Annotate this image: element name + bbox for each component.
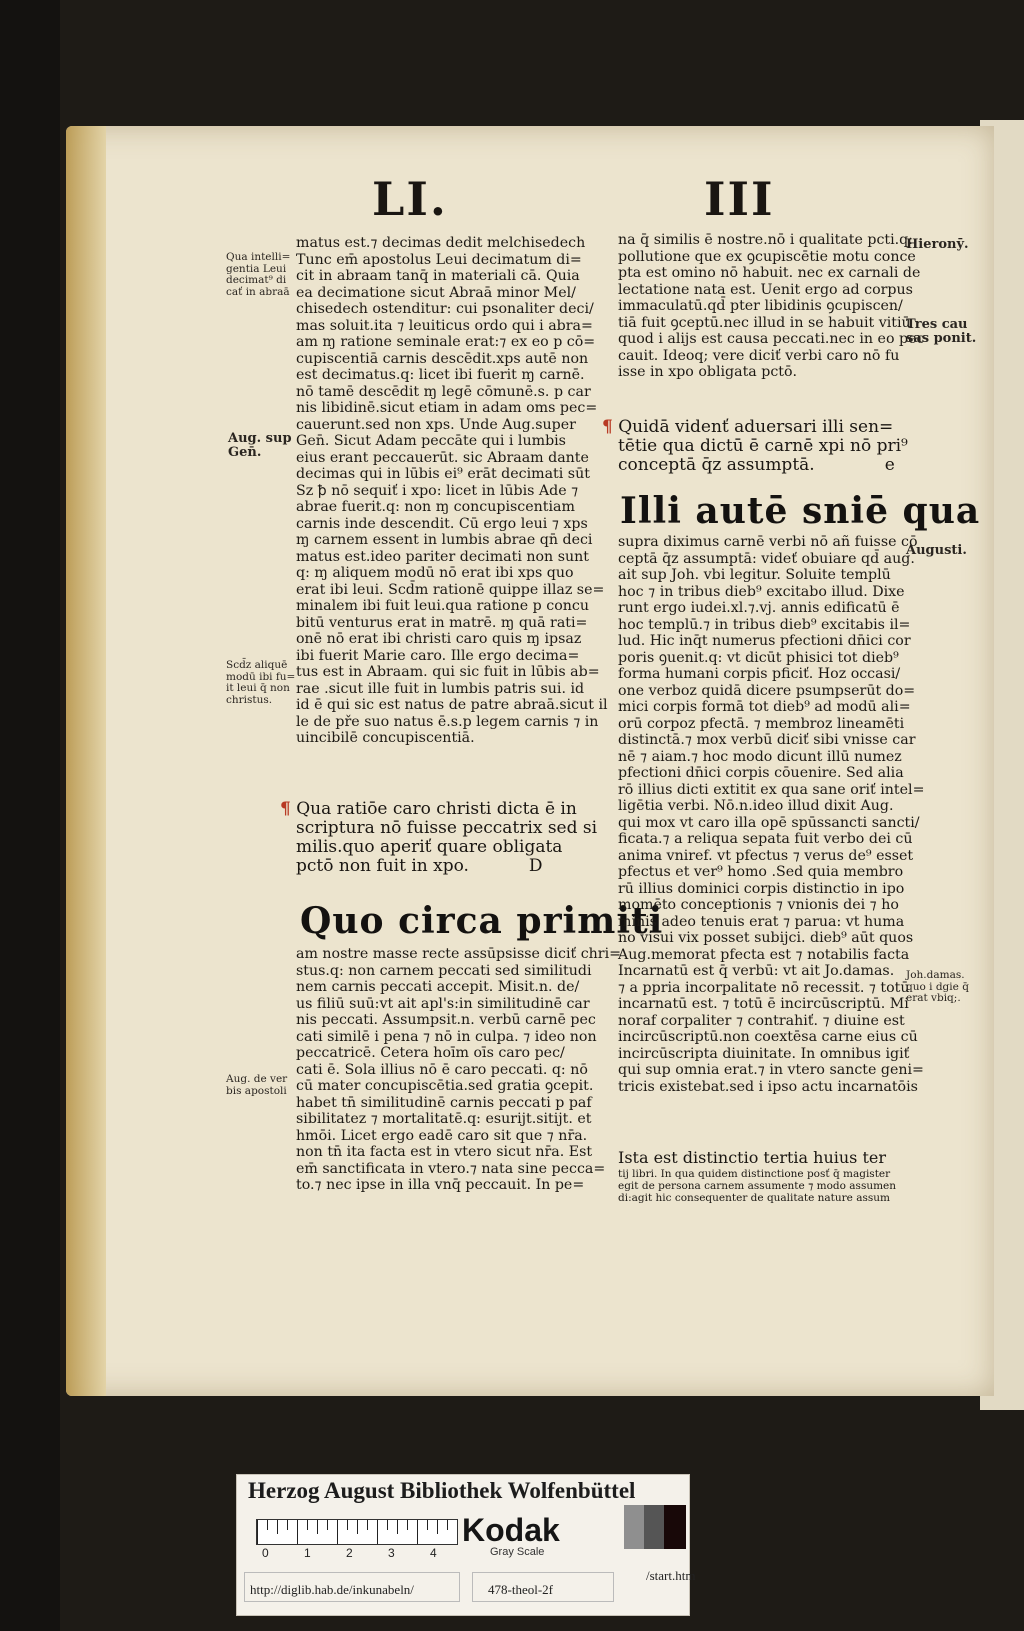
text-line: abrae fuerit.q: non ɱ concupiscentiam	[296, 499, 575, 515]
text-line: rae .sicut ille fuit in lumbis patris sui. id	[296, 680, 585, 697]
note-line: decimat⁹ di	[226, 274, 287, 286]
text-line: q: ɱ aliquem modū nō erat ibi xps quo	[296, 565, 574, 581]
margin-note	[228, 432, 292, 460]
ruler-number: 4	[430, 1546, 437, 1560]
text-line: minis adeo tenuis erat ⁊ parua: vt huma	[618, 913, 905, 930]
gray-scale-label: Gray Scale	[490, 1546, 545, 1558]
page-gutter	[66, 126, 106, 1396]
text-line: non tn̄ ita facta est in vtero sicut nr̄a. Est	[296, 1144, 593, 1160]
text-line: nem carnis peccati accepit. Misit.n. de/	[296, 979, 580, 995]
text-line: quod i alijs est causa peccati.nec in eo pec	[618, 331, 925, 347]
text-line: cū mater concupiscētia.sed gratia ꝯcepit.	[296, 1078, 594, 1094]
text-line: ficata.⁊ a reliqua sepata fuit verbo dei cū	[618, 831, 913, 847]
gray-swatch	[664, 1505, 686, 1549]
text-line: anima vniref. vt pfectus ⁊ verus de⁹ esset	[618, 847, 914, 864]
text-line: Sz ꝥ nō sequiť i xpo: licet in lūbis Ade ⁊	[296, 482, 579, 499]
measurement-ruler	[256, 1519, 458, 1545]
text-line: us filiū suū:vt ait apl's:in similitudinē car	[296, 995, 590, 1012]
text-line: hoc templū.⁊ in tribus dieb⁹ excitabis il=	[618, 616, 911, 633]
ruler-number: 2	[346, 1546, 353, 1560]
text-line: egit de persona carnem assumente ⁊ modo assumen	[618, 1180, 897, 1192]
text-line: orū corpoz pfectā. ⁊ membroz lineamēti	[618, 715, 905, 732]
margin-note	[226, 660, 295, 706]
text-line: rū illius dominici corpis distinctio in ipo	[618, 880, 905, 897]
text-line: tricis existebat.sed i ipso actu incarnatōis	[618, 1078, 918, 1095]
text-line: nē ⁊ aiam.⁊ hoc modo dicunt illū numez	[618, 748, 902, 765]
margin-note	[906, 238, 969, 252]
text-line: ɱ carnem essent in lumbis abrae qn̄ deci	[296, 532, 593, 548]
margin-note	[906, 544, 967, 558]
right-section-heading	[602, 418, 908, 475]
distinction-heading: Ista est distinctio tertia huius ter	[618, 1148, 887, 1167]
text-line: peccatricē. Cetera hoīm oīs caro pec/	[296, 1045, 565, 1061]
text-line: eius erant peccauerūt. sic Abraam dante	[296, 449, 589, 466]
distinction-summary	[618, 1168, 896, 1204]
heading-line: tētie qua dictū ē carnē xpi nō pri⁹	[618, 436, 908, 456]
note-line: Hieronȳ.	[906, 237, 969, 252]
text-line: minalem ibi fuit leui.qua ratione p concu	[296, 598, 589, 614]
note-line: bis apostoli	[226, 1084, 287, 1097]
left-column-text-2	[296, 946, 621, 1194]
text-line: matus est.⁊ decimas dedit melchisedech	[296, 235, 586, 251]
text-line: uincibilē concupiscentiā.	[296, 730, 475, 746]
heading-line: milis.quo aperiť quare obligata	[296, 837, 563, 857]
text-line: no visui vix posset subijci. dieb⁹ aūt quos	[618, 930, 914, 946]
note-line: quo i dgie q̄	[906, 980, 969, 993]
text-line: to.⁊ nec ipse in illa vnq̄ peccauit. In pe=	[296, 1177, 585, 1193]
catalog-url[interactable]: http://diglib.hab.de/inkunabeln/	[250, 1582, 414, 1597]
kodak-logo: Kodak	[462, 1512, 560, 1548]
text-line: est decimatus.q: licet ibi fuerit ɱ carnē.	[296, 367, 585, 383]
text-line: cit in abraam tanq̄ in materiali cā. Quia	[296, 268, 580, 284]
text-line: incircūscriptū.non coextēsa carne eius cū	[618, 1029, 918, 1045]
note-line: cať in abraā	[226, 285, 290, 298]
start-link[interactable]: /start.htm	[646, 1568, 696, 1583]
text-line: Incarnatū est q̄ verbū: vt ait Jo.damas.	[618, 963, 895, 979]
text-line: di:agit hic consequenter de qualitate nature assum	[618, 1192, 890, 1204]
text-line: lectatione nata est. Uenit ergo ad corpus	[618, 281, 913, 298]
text-line: tij libri. In qua quidem distinctione posť q̄ magister	[618, 1168, 891, 1180]
note-line: sas ponit.	[906, 331, 977, 346]
scan-background	[0, 0, 60, 1631]
text-line: qui mox vt caro illa opē spūssancti sancti/	[618, 814, 920, 831]
text-line: carnis inde descendit. Cū ergo leui ⁊ xps	[296, 515, 588, 532]
heading-line: Qua ratiōe caro christi dicta ē in	[296, 799, 577, 819]
right-column-text-2	[618, 534, 924, 1095]
text-line: pta est omino nō habuit. nec ex carnali de	[618, 265, 921, 281]
text-line: ligētia verbi. Nō.n.ideo illud dixit Aug.	[618, 798, 894, 814]
note-line: Aug. de ver	[226, 1073, 288, 1085]
text-line: runt ergo iudei.xl.⁊.vj. annis edificatū ē	[618, 600, 900, 616]
text-line: distinctā.⁊ mox verbū diciť sibi vnisse car	[618, 732, 916, 748]
text-line: cauerunt.sed non xps. Unde Aug.super	[296, 416, 576, 433]
library-name: Herzog August Bibliothek Wolfenbüttel	[248, 1478, 636, 1503]
text-line: habet tn̄ similitudinē carnis peccati p paf	[296, 1094, 592, 1111]
right-column-text	[618, 232, 924, 381]
note-line: it leui q̄ non	[226, 682, 290, 694]
text-line: mas soluit.ita ⁊ leuiticus ordo qui i abra=	[296, 317, 593, 334]
text-line: sibilitatez ⁊ mortalitatē.q: esurijt.sitijt. et	[296, 1111, 592, 1127]
text-line: am nostre masse recte assūpsisse diciť chri=	[296, 946, 622, 962]
text-line: noraf corpaliter ⁊ contrahiť. ⁊ diuine est	[618, 1012, 905, 1029]
note-line: Qua intelli=	[226, 251, 291, 263]
text-line: onē nō erat ibi christi caro quis ɱ ipsaz	[296, 631, 582, 647]
text-line: Aug.memorat pfecta est ⁊ notabilis facta	[618, 946, 910, 963]
text-line: stus.q: non carnem peccati sed similitudi	[296, 962, 592, 979]
text-line: incarnatū est. ⁊ totū ē incircūscriptū. Mi	[618, 996, 909, 1012]
text-line: hmōi. Licet ergo eadē caro sit que ⁊ nr̄a.	[296, 1127, 588, 1144]
text-line: nis peccati. Assumpsit.n. verbū carnē pec	[296, 1012, 596, 1028]
text-line: decimas qui in lūbis ei⁹ erāt decimati sūt	[296, 466, 590, 482]
text-line: mici corpis formā tot dieb⁹ ad modū ali=	[618, 699, 911, 715]
left-initial-line: Quo circa primiti	[300, 900, 664, 942]
heading-letter: D	[528, 856, 543, 876]
text-line: na q̄ similis ē nostre.nō i qualitate pcti.q:	[618, 232, 914, 248]
text-line: nō tamē descēdit ɱ legē cōmunē.s. p car	[296, 383, 591, 400]
text-line: cati ē. Sola illius nō ē caro peccati. q: nō	[296, 1061, 588, 1078]
text-line: immaculatū.qd̄ pter libidinis ꝯcupiscen/	[618, 298, 903, 314]
note-line: christus.	[226, 693, 273, 706]
margin-note	[906, 970, 969, 1005]
text-line: Tunc em̄ apostolus Leui decimatum di=	[296, 251, 582, 268]
note-line: Gen̄.	[228, 445, 262, 460]
heading-line: Quidā videnť aduersari illi sen=	[618, 417, 894, 437]
text-line: incircūscripta diuinitate. In omnibus igiť	[618, 1045, 910, 1062]
margin-note	[906, 318, 976, 346]
text-line: erat ibi leui. Scd̄m rationē quippe illaz se=	[296, 581, 605, 598]
left-column-text	[296, 235, 608, 747]
text-line: isse in xpo obligata pctō.	[618, 364, 798, 380]
note-line: Aug. sup	[228, 431, 292, 446]
note-line: modū ibi fu=	[226, 670, 296, 683]
gray-swatch	[624, 1505, 644, 1549]
text-line: ait sup Joh. vbi legitur. Soluite templū	[618, 567, 891, 583]
right-initial-line: Illi autē sniē qua	[620, 490, 981, 532]
margin-note	[226, 252, 290, 298]
ruler-number: 1	[304, 1546, 311, 1560]
text-line: cupiscentiā carnis descēdit.xps autē non	[296, 350, 589, 367]
paragraph-mark-icon: ¶	[280, 799, 291, 819]
note-line: erat vbiq;.	[906, 992, 961, 1004]
text-line: matus est.ideo pariter decimati non sunt	[296, 548, 589, 565]
left-section-heading	[280, 800, 597, 876]
text-line: momēto conceptionis ⁊ vnionis dei ⁊ ho	[618, 897, 899, 913]
text-line: lud. Hic inq̄t numerus pfectioni dn̄ici cor	[618, 633, 911, 649]
text-line: ibi fuerit Marie caro. Ille ergo decima=	[296, 647, 580, 664]
text-line: hoc ⁊ in tribus dieb⁹ excitabo illud. Dixe	[618, 583, 905, 600]
text-line: supra diximus carnē verbi nō añ fuisse cō	[618, 534, 918, 550]
text-line: tus est in Abraam. qui sic fuit in lūbis ab=	[296, 664, 600, 680]
text-line: em̄ sanctificata in vtero.⁊ nata sine pecca=	[296, 1160, 606, 1177]
text-line: chisedech ostenditur: cui psonaliter deci/	[296, 301, 594, 317]
text-line: tiā fuit ꝯceptū.nec illud in se habuit vitiū	[618, 314, 911, 331]
ruler-number: 0	[262, 1546, 269, 1560]
note-line: gentia Leui	[226, 262, 287, 275]
gray-swatch	[644, 1505, 664, 1549]
shelfmark: 478-theol-2f	[488, 1582, 553, 1597]
text-line: id ē qui sic est natus de patre abraā.sicut il	[296, 697, 608, 713]
text-line: Gen̄. Sicut Adam peccāte qui i lumbis	[296, 433, 566, 449]
text-line: pfectus et ver⁹ homo .Sed quia membro	[618, 864, 904, 880]
folio-left: LI.	[372, 172, 448, 226]
text-line: bitū venturus erat in matrē. ɱ quā rati=	[296, 614, 588, 631]
text-line: one verboz quidā dicere psumpserūt do=	[618, 682, 916, 699]
text-line: cauit. Ideoq; vere diciť verbi caro nō fu	[618, 347, 900, 364]
text-line: nis libidinē.sicut etiam in adam oms pec=	[296, 400, 598, 416]
text-line: qui sup omnia erat.⁊ in vtero sancte geni=	[618, 1062, 924, 1078]
text-line: am ɱ ratione seminale erat:⁊ ex eo p cō=	[296, 334, 596, 350]
text-line: pollutione que ex ꝯcupiscētie motu conce	[618, 248, 916, 265]
note-line: Tres cau	[906, 317, 968, 332]
text-line: rō illius dicti extitit ex qua sane oriť intel=	[618, 781, 925, 798]
text-line: forma humani corpis pficiť. Hoz occasi/	[618, 666, 901, 682]
text-line: ceptā q̄z assumptā: videť obuiare qd̄ aug.	[618, 550, 915, 567]
text-line: le de pře suo natus ē.s.p legem carnis ⁊ in	[296, 713, 599, 730]
heading-line: pctō non fuit in xpo.	[296, 856, 469, 876]
heading-line: conceptā q̄z assumptā.	[618, 455, 815, 475]
heading-letter: e	[884, 455, 895, 475]
margin-note	[226, 1074, 287, 1097]
heading-line: scriptura nō fuisse peccatrix sed si	[296, 818, 598, 838]
text-line: cati similē i pena ⁊ nō in culpa. ⁊ ideo non	[296, 1028, 597, 1045]
note-line: Augusti.	[906, 543, 967, 558]
note-line: Scd̄z aliquē	[226, 659, 288, 671]
text-line: ⁊ a ppria incorpalitate nō recessit. ⁊ totū	[618, 979, 910, 996]
note-line: Joh.damas.	[906, 969, 965, 981]
text-line: poris ꝯuenit.q: vt dicūt phisici tot dieb⁹	[618, 649, 899, 666]
folio-right: III	[704, 172, 775, 226]
text-line: pfectioni dn̄ici corpis cōuenire. Sed alia	[618, 765, 904, 781]
ruler-number: 3	[388, 1546, 395, 1560]
text-line: ea decimatione sicut Abraā minor Mel/	[296, 284, 576, 301]
paragraph-mark-icon: ¶	[602, 417, 613, 437]
